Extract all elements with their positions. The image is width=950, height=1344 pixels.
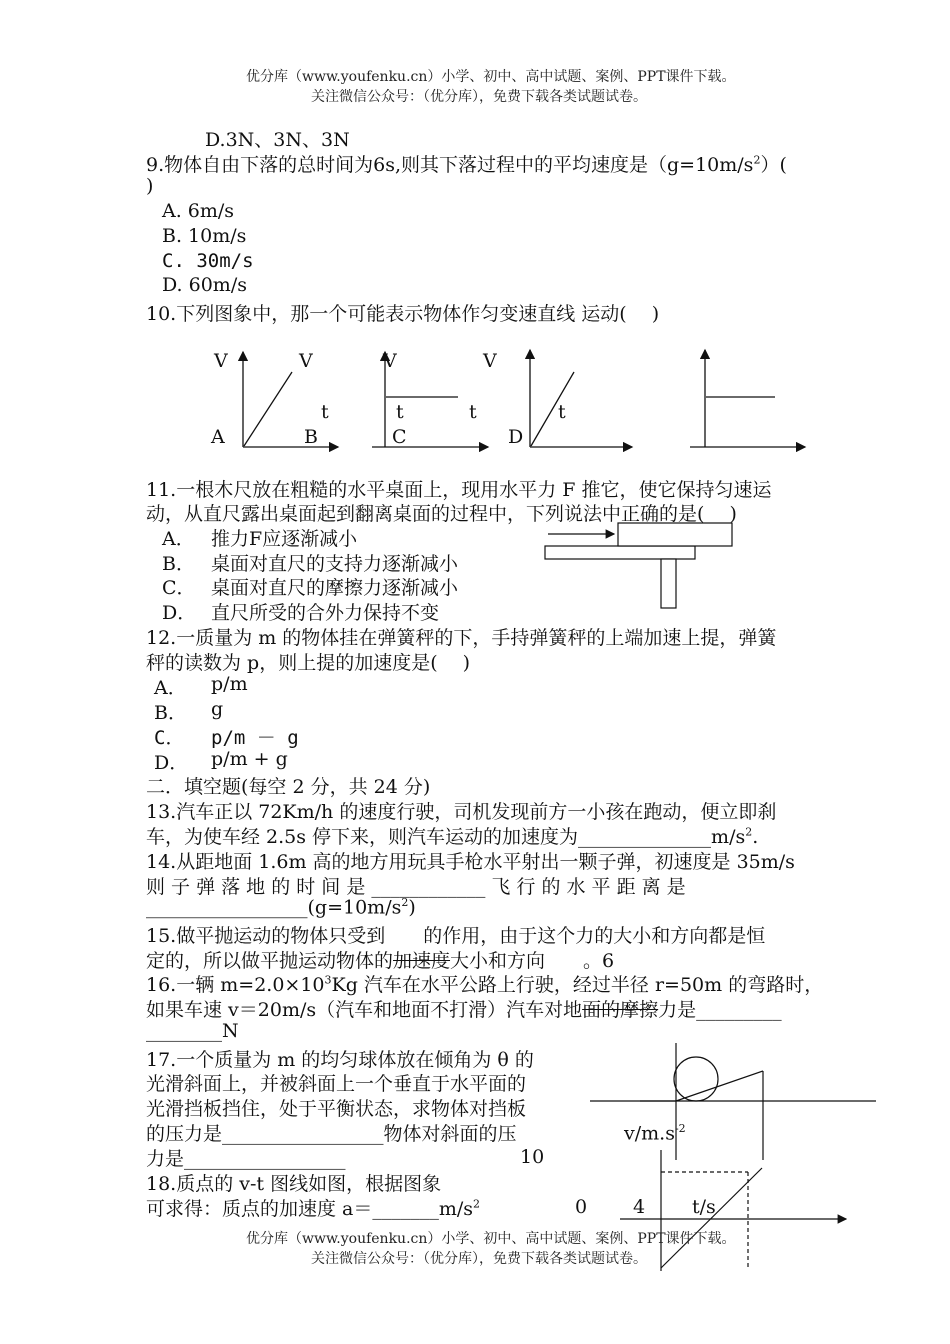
q15-line-2-b: 大小和方向 。6 xyxy=(450,950,615,972)
q10-graph-a-v-label: V xyxy=(214,350,228,372)
q9-stem-a: 9.物体自由下落的总时间为6s,则其下落过程中的平均速度是（g=10m/s xyxy=(146,154,754,176)
q17-line-1: 17.一个质量为 m 的均匀球体放在倾角为 θ 的 xyxy=(146,1049,534,1071)
q10-stem: 10.下列图象中，那一个可能表示物体作匀变速直线 运动( ) xyxy=(146,303,660,325)
q12-option-b-text: g xyxy=(211,698,224,720)
q10-graph-d-v-label: V xyxy=(483,350,497,372)
q14-line-1: 14.从距地面 1.6m 高的地方用玩具手枪水平射出一颗子弹，初速度是 35m/s xyxy=(146,851,795,873)
q17-line-2: 光滑斜面上，并被斜面上一个垂直于水平面的 xyxy=(146,1073,527,1095)
q9-stem-b: ）( xyxy=(760,154,787,176)
q15-line-2 xyxy=(146,946,614,973)
q17-line-3: 光滑挡板挡住，处于平衡状态，求物体对挡板 xyxy=(146,1098,527,1120)
footer-line-2: 关注微信公众号：（优分库），免费下载各类试题试卷。 xyxy=(311,1251,647,1267)
q16-line-2-strike: 面的摩擦 xyxy=(582,999,659,1021)
q12-option-d-key: D． xyxy=(154,752,189,774)
footer-line-1: 优分库（www.youfenku.cn）小学、初中、高中试题、案例、PPT课件下载。 xyxy=(246,1231,736,1247)
q16-line-1 xyxy=(146,970,823,997)
q10-label-a: A xyxy=(211,426,225,448)
q16-line-1-b: Kg 汽车在水平公路上行驶，经过半径 r=50m 的弯路时， xyxy=(331,974,824,996)
q11-stem-2: 动，从直尺露出桌面起到翻离桌面的过程中，下列说法中正确的是( ) xyxy=(146,503,737,525)
q10-graph-c-t-label-1: t xyxy=(396,401,404,423)
q11-ruler-diagram xyxy=(545,523,732,608)
q11-option-b-text: 桌面对直尺的支持力逐渐减小 xyxy=(211,553,459,575)
q18-graph-ylabel xyxy=(624,1122,686,1144)
q11-stem-1: 11.一根木尺放在粗糙的水平桌面上，现用水平力 F 推它，使它保持匀速运 xyxy=(146,479,772,501)
q16-line-3: ________N xyxy=(146,1020,239,1042)
q16-line-1-sup: 3 xyxy=(324,973,332,987)
q13-line-2-sup: 2 xyxy=(745,825,753,839)
q11-option-c-key: C． xyxy=(162,577,196,599)
q16-line-1-a: 16.一辆 m=2.0×10 xyxy=(146,974,325,996)
q13-line-2 xyxy=(146,822,758,849)
q17-line-4: 的压力是_________________物体对斜面的压 xyxy=(146,1123,517,1145)
section-2-title: 二．填空题(每空 2 分，共 24 分) xyxy=(146,776,431,798)
q13-line-2-a: 车，为使车经 2.5s 停下来，则汽车运动的加速度为______________m/s xyxy=(146,826,746,848)
q18-graph-ylabel-sup: -2 xyxy=(674,1122,686,1135)
q14-line-3-sup: 2 xyxy=(401,896,409,909)
q12-option-b-key: B． xyxy=(154,702,187,724)
q12-option-c-key: C． xyxy=(154,727,185,749)
q16-line-2 xyxy=(146,995,782,1022)
q9-option-c: C. 30m/s xyxy=(162,250,254,272)
q15-line-2-a: 定的，所以做平抛运动物体的 xyxy=(146,950,394,972)
q9-option-b: B. 10m/s xyxy=(162,225,247,247)
q15-line-2-strike: 加速度 xyxy=(393,950,451,972)
q10-graph-c-v-label: V xyxy=(383,350,397,372)
q10-graph-d-t-label: t xyxy=(558,401,566,423)
header-line-1: 优分库（www.youfenku.cn）小学、初中、高中试题、案例、PPT课件下载。 xyxy=(246,69,736,85)
q9-stem-sup: 2 xyxy=(753,153,761,167)
q10-label-d: D xyxy=(508,426,524,448)
q18-line-2 xyxy=(146,1194,480,1221)
q14-line-3-b: ) xyxy=(408,896,416,919)
q12-option-c-text: p/m － g xyxy=(211,727,299,749)
q18-vt-graph xyxy=(620,1150,846,1271)
q18-graph-x4: 4 xyxy=(633,1196,646,1218)
q10-graph-e xyxy=(690,350,805,447)
q14-line-3 xyxy=(146,896,416,918)
q10-graph-a-t-label: t xyxy=(321,401,329,423)
q11-option-d-key: D． xyxy=(162,602,197,624)
q10-graph-b-v-label: V xyxy=(299,350,313,372)
q11-option-c-text: 桌面对直尺的摩擦力逐渐减小 xyxy=(211,577,459,599)
q13-line-2-b: . xyxy=(752,826,759,848)
q11-option-b-key: B． xyxy=(162,553,195,575)
q12-option-d-text: p/m + g xyxy=(211,748,288,770)
q17-line-5: 力是_________________ xyxy=(146,1148,346,1170)
q13-line-1: 13.汽车正以 72Km/h 的速度行驶，司机发现前方一小孩在跑动，便立即刹 xyxy=(146,801,777,823)
q18-graph-y10: 10 xyxy=(520,1146,545,1168)
q11-option-a-text: 推力F应逐渐减小 xyxy=(211,528,358,550)
q18-graph-x0: 0 xyxy=(575,1196,588,1218)
q18-line-2-a: 可求得：质点的加速度 a＝_______m/s xyxy=(146,1198,474,1220)
q11-option-d-text: 直尺所受的合外力保持不变 xyxy=(211,602,440,624)
q15-line-1: 15.做平抛运动的物体只受到 的作用，由于这个力的大小和方向都是恒 xyxy=(146,925,766,947)
q12-option-a-text: p/m xyxy=(211,673,248,695)
q10-graph-d xyxy=(530,350,632,447)
q11-option-a-key: A． xyxy=(162,528,195,550)
q18-graph-xlabel: t/s xyxy=(692,1196,716,1218)
q18-line-1: 18.质点的 v-t 图线如图，根据图象 xyxy=(146,1173,442,1195)
q8-option-d: D.3N、3N、3N xyxy=(205,129,350,151)
q14-line-3-a: _________________(g=10m/s xyxy=(146,896,402,919)
q18-graph-ylabel-text: v/m.s xyxy=(624,1122,675,1145)
q10-graph-c-t-label-2: t xyxy=(469,401,477,423)
q9-stem-cont: ) xyxy=(146,175,154,197)
q18-line-2-sup: 2 xyxy=(473,1197,481,1211)
q14-line-2: 则 子 弹 落 地 的 时 间 是 ____________ 飞 行 的 水 平 距 离 是 xyxy=(146,876,686,898)
q9-option-d: D. 60m/s xyxy=(162,274,247,296)
q12-stem-1: 12.一质量为 m 的物体挂在弹簧秤的下，手持弹簧秤的上端加速上提，弹簧 xyxy=(146,627,777,649)
q10-label-b: B xyxy=(304,426,318,448)
q16-line-2-a: 如果车速 v＝20m/s（汽车和地面不打滑）汽车对地 xyxy=(146,999,583,1021)
q10-label-c: C xyxy=(392,426,407,448)
q9-option-a: A. 6m/s xyxy=(162,200,235,222)
header-line-2: 关注微信公众号：（优分库），免费下载各类试题试卷。 xyxy=(311,89,647,105)
q16-line-2-b: 力是_________ xyxy=(658,999,782,1021)
q12-stem-2: 秤的读数为 p，则上提的加速度是( ) xyxy=(146,652,471,674)
q12-option-a-key: A． xyxy=(154,677,187,699)
q10-graph-a xyxy=(243,352,338,447)
